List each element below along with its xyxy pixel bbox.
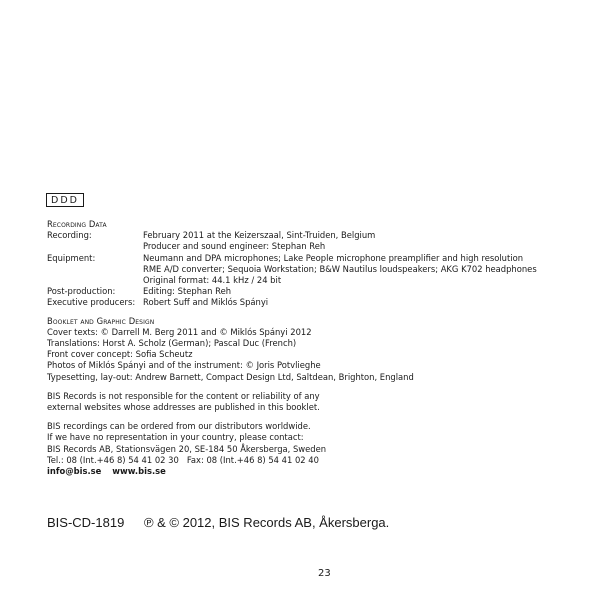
post-production-value (143, 286, 567, 297)
booklet-design-heading: Booklet and Graphic Design (47, 315, 155, 326)
ddd-code: DDD (51, 195, 79, 206)
disclaimer-line: BIS Records is not responsible for the content or reliability of any (47, 390, 320, 401)
executive-producers-value (143, 297, 567, 308)
catalog-code: BIS-CD-1819 (47, 515, 125, 530)
booklet-design-line: Front cover concept: Sofia Scheutz (47, 349, 193, 360)
executive-producers-row (47, 297, 567, 308)
website-link[interactable]: www.bis.se (112, 466, 166, 477)
copyright-notice: ℗ & © 2012, BIS Records AB, Åkersberga. (143, 515, 390, 530)
ddd-code-box (46, 193, 84, 207)
recording-line: February 2011 at the Keizerszaal, Sint-Truiden, Belgium (143, 230, 376, 241)
recording-value (143, 230, 567, 252)
booklet-design-line: Typesetting, lay-out: Andrew Barnett, Compact Design Ltd, Saltdean, Brighton, England (47, 371, 414, 382)
post-production-line: Editing: Stephan Reh (143, 286, 232, 297)
booklet-design-line: Cover texts: © Darrell M. Berg 2011 and © Miklós Spányi 2012 (47, 326, 312, 337)
recording-line: Producer and sound engineer: Stephan Reh (143, 241, 326, 252)
post-production-label: Post-production: (47, 286, 116, 297)
executive-producers-line: Robert Suff and Miklós Spányi (143, 297, 269, 308)
equipment-value (143, 253, 567, 287)
booklet-design-line: Translations: Horst A. Scholz (German); Pascal Duc (French) (47, 338, 297, 349)
equipment-line: RME A/D converter; Sequoia Workstation; B&W Nautilus loudspeakers; AKG K702 headphones (143, 263, 537, 274)
page-number: 23 (318, 568, 331, 579)
disclaimer-line: external websites whose addresses are published in this booklet. (47, 402, 320, 413)
equipment-label: Equipment: (47, 252, 96, 263)
contact-links (47, 466, 567, 477)
credits-content (47, 219, 567, 477)
recording-data-heading: Recording Data (47, 219, 107, 229)
email-link[interactable]: info@bis.se (47, 466, 102, 477)
ordering-line: BIS Records AB, Stationsvägen 20, SE-184 50 Åkersberga, Sweden (47, 443, 327, 454)
catalog-line (47, 515, 389, 531)
executive-producers-label: Executive producers: (47, 297, 136, 308)
post-production-row (47, 286, 567, 297)
equipment-line: Neumann and DPA microphones; Lake People microphone preamplifier and high resolution (143, 252, 524, 263)
ordering-line: Tel.: 08 (Int.+46 8) 54 41 02 30 Fax: 08 (Int.+46 8) 54 41 02 40 (47, 454, 319, 465)
recording-label: Recording: (47, 230, 92, 241)
equipment-line: Original format: 44.1 kHz / 24 bit (143, 275, 282, 286)
ordering-line: BIS recordings can be ordered from our distributors worldwide. (47, 421, 311, 432)
ordering-line: If we have no representation in your country, please contact: (47, 432, 304, 443)
booklet-design-line: Photos of Miklós Spányi and of the instrument: © Joris Potvlieghe (47, 360, 321, 371)
recording-row (47, 230, 567, 252)
equipment-row (47, 253, 567, 287)
